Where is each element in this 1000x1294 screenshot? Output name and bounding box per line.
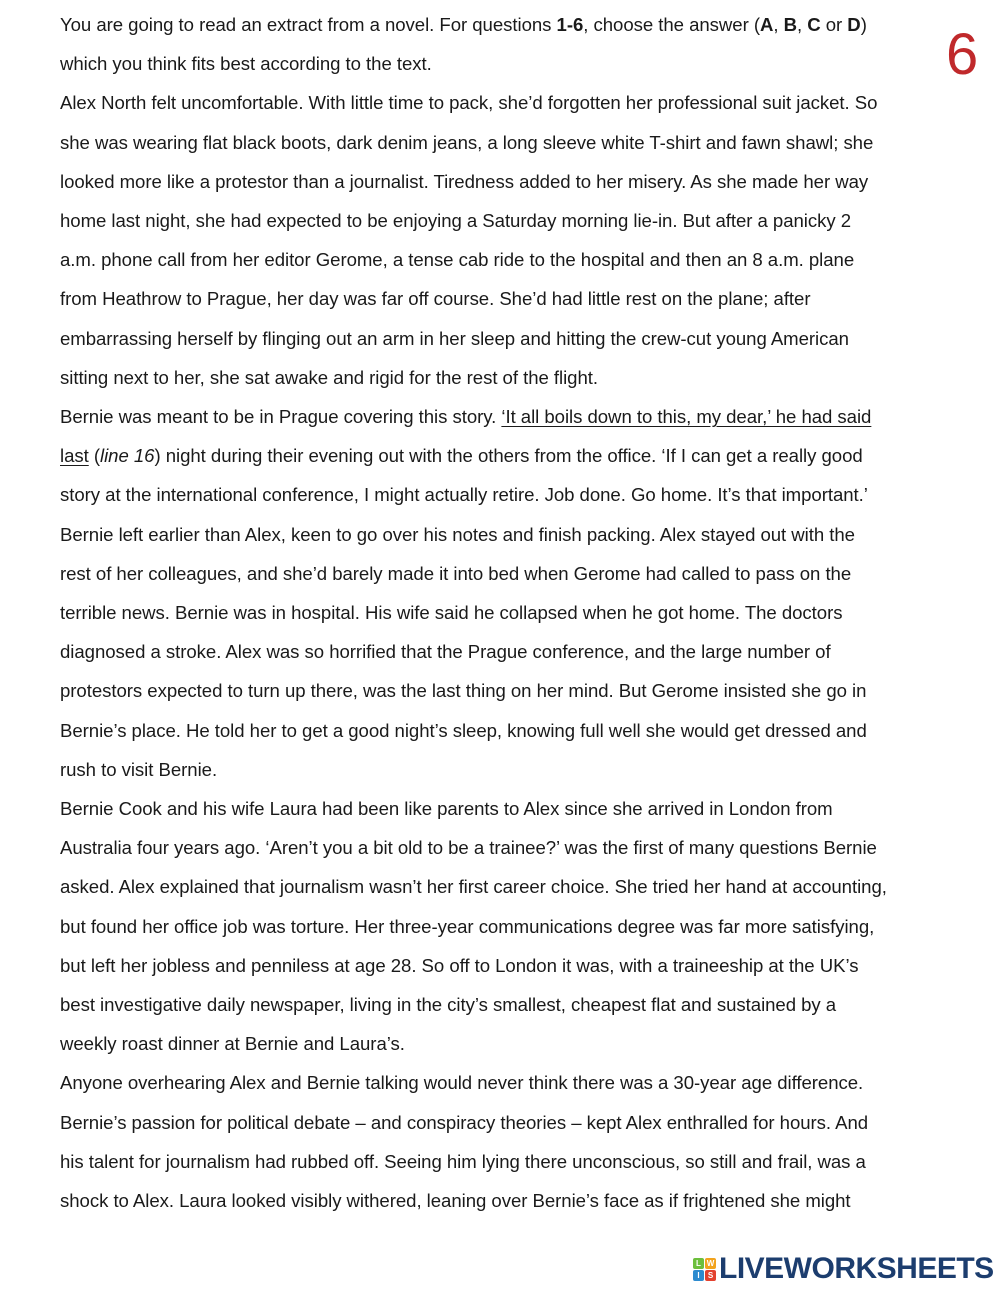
text-line: Alex North felt uncomfortable. With little time to pack, she’d forgotten her professional suit jacket. So [60, 92, 878, 114]
underlined-quote-end: last [60, 445, 89, 467]
text-line: Bernie’s passion for political debate – and conspiracy theories – kept Alex enthralled for hours. And [60, 1111, 869, 1133]
logo-tile: L [693, 1258, 704, 1269]
text-line: Bernie left earlier than Alex, keen to go over his notes and finish packing. Alex stayed out with the [60, 523, 855, 545]
text-line: home last night, she had expected to be enjoying a Saturday morning lie-in. But after a panicky 2 [60, 210, 852, 232]
line-reference: line 16 [100, 445, 155, 467]
separator: or [820, 14, 848, 35]
text-line [60, 397, 950, 436]
instructions-text: , choose the answer ( [583, 14, 760, 35]
text-line: rush to visit Bernie. [60, 758, 218, 780]
instructions [60, 5, 950, 83]
option-c-label: C [807, 14, 821, 35]
paragraph-1 [60, 83, 950, 397]
text-line: but found her office job was torture. Her three-year communications degree was far more satisfying, [60, 915, 875, 937]
separator: , [773, 14, 784, 35]
text-line: best investigative daily newspaper, living in the city’s smallest, cheapest flat and sustained by a [60, 994, 837, 1016]
text-line: Anyone overhearing Alex and Bernie talking would never think there was a 30-year age difference. [60, 1072, 864, 1094]
text-line: diagnosed a stroke. Alex was so horrified that the Prague conference, and the large number of [60, 641, 831, 663]
option-a-label: A [759, 14, 774, 35]
text-line: rest of her colleagues, and she’d barely made it into bed when Gerome had called to pass on the [60, 562, 852, 584]
logo-tile: W [706, 1258, 715, 1268]
text-line: embarrassing herself by flinging out an arm in her sleep and hitting the crew-cut young American [60, 327, 849, 349]
paragraph-3 [60, 789, 950, 1063]
liveworksheets-logo [693, 1251, 994, 1287]
logo-text: LIVEWORKSHEETS [719, 1252, 994, 1285]
text-line: looked more like a protestor than a journalist. Tiredness added to her misery. As she made her way [60, 170, 869, 192]
text-line: a.m. phone call from her editor Gerome, a tense cab ride to the hospital and then an 8 a.m. plane [60, 249, 855, 271]
text-line: shock to Alex. Laura looked visibly withered, leaning over Bernie’s face as if frightened she might [60, 1190, 851, 1212]
liveworksheets-logo-icon [693, 1258, 716, 1281]
text-line: Australia four years ago. ‘Aren’t you a bit old to be a trainee?’ was the first of many questions Bernie [60, 837, 877, 859]
option-d-label: D [847, 14, 861, 35]
separator: , [797, 14, 808, 35]
paragraph-4 [60, 1063, 950, 1220]
text-line: terrible news. Bernie was in hospital. His wife said he collapsed when he got home. The doctors [60, 602, 843, 624]
question-range: 1-6 [556, 14, 584, 35]
text-line: weekly roast dinner at Bernie and Laura’s. [60, 1033, 405, 1055]
instructions-text: ) [860, 14, 867, 35]
text-line: asked. Alex explained that journalism wasn’t her first career choice. She tried her hand at accounting, [60, 876, 887, 898]
text-line: Bernie’s place. He told her to get a good night’s sleep, knowing full well she would get dressed and [60, 719, 867, 741]
text-line: from Heathrow to Prague, her day was far off course. She’d had little rest on the plane; after [60, 288, 811, 310]
instructions-line-2: which you think fits best according to the text. [60, 53, 432, 75]
option-b-label: B [783, 14, 797, 35]
instructions-line-1 [60, 5, 950, 44]
text-line: Bernie Cook and his wife Laura had been like parents to Alex since she arrived in London from [60, 798, 833, 820]
underlined-quote: ‘It all boils down to this, my dear,’ he had said [501, 406, 872, 428]
reading-passage [60, 5, 950, 1220]
logo-tile: I [693, 1270, 704, 1281]
text-segment: ) night during their evening out with the others from the office. ‘If I can get a really good [154, 445, 863, 467]
text-line: sitting next to her, she sat awake and rigid for the rest of the flight. [60, 366, 598, 388]
text-line: protestors expected to turn up there, was the last thing on her mind. But Gerome insisted she go in [60, 680, 867, 702]
page-number: 6 [946, 22, 979, 87]
text-line: but left her jobless and penniless at age 28. So off to London it was, with a traineeship at the UK’s [60, 954, 859, 976]
text-line: she was wearing flat black boots, dark denim jeans, a long sleeve white T-shirt and fawn shawl; she [60, 131, 874, 153]
text-line: his talent for journalism had rubbed off. Seeing him lying there unconscious, so still and frail, was a [60, 1150, 866, 1172]
text-segment: Bernie was meant to be in Prague covering this story. [60, 406, 502, 428]
text-line: story at the international conference, I might actually retire. Job done. Go home. It’s that important.’ [60, 484, 868, 506]
paragraph-2 [60, 397, 950, 789]
logo-tile: S [705, 1270, 716, 1281]
instructions-text: You are going to read an extract from a novel. For questions [60, 14, 557, 35]
text-line [60, 436, 950, 475]
text-segment: ( [88, 445, 101, 467]
